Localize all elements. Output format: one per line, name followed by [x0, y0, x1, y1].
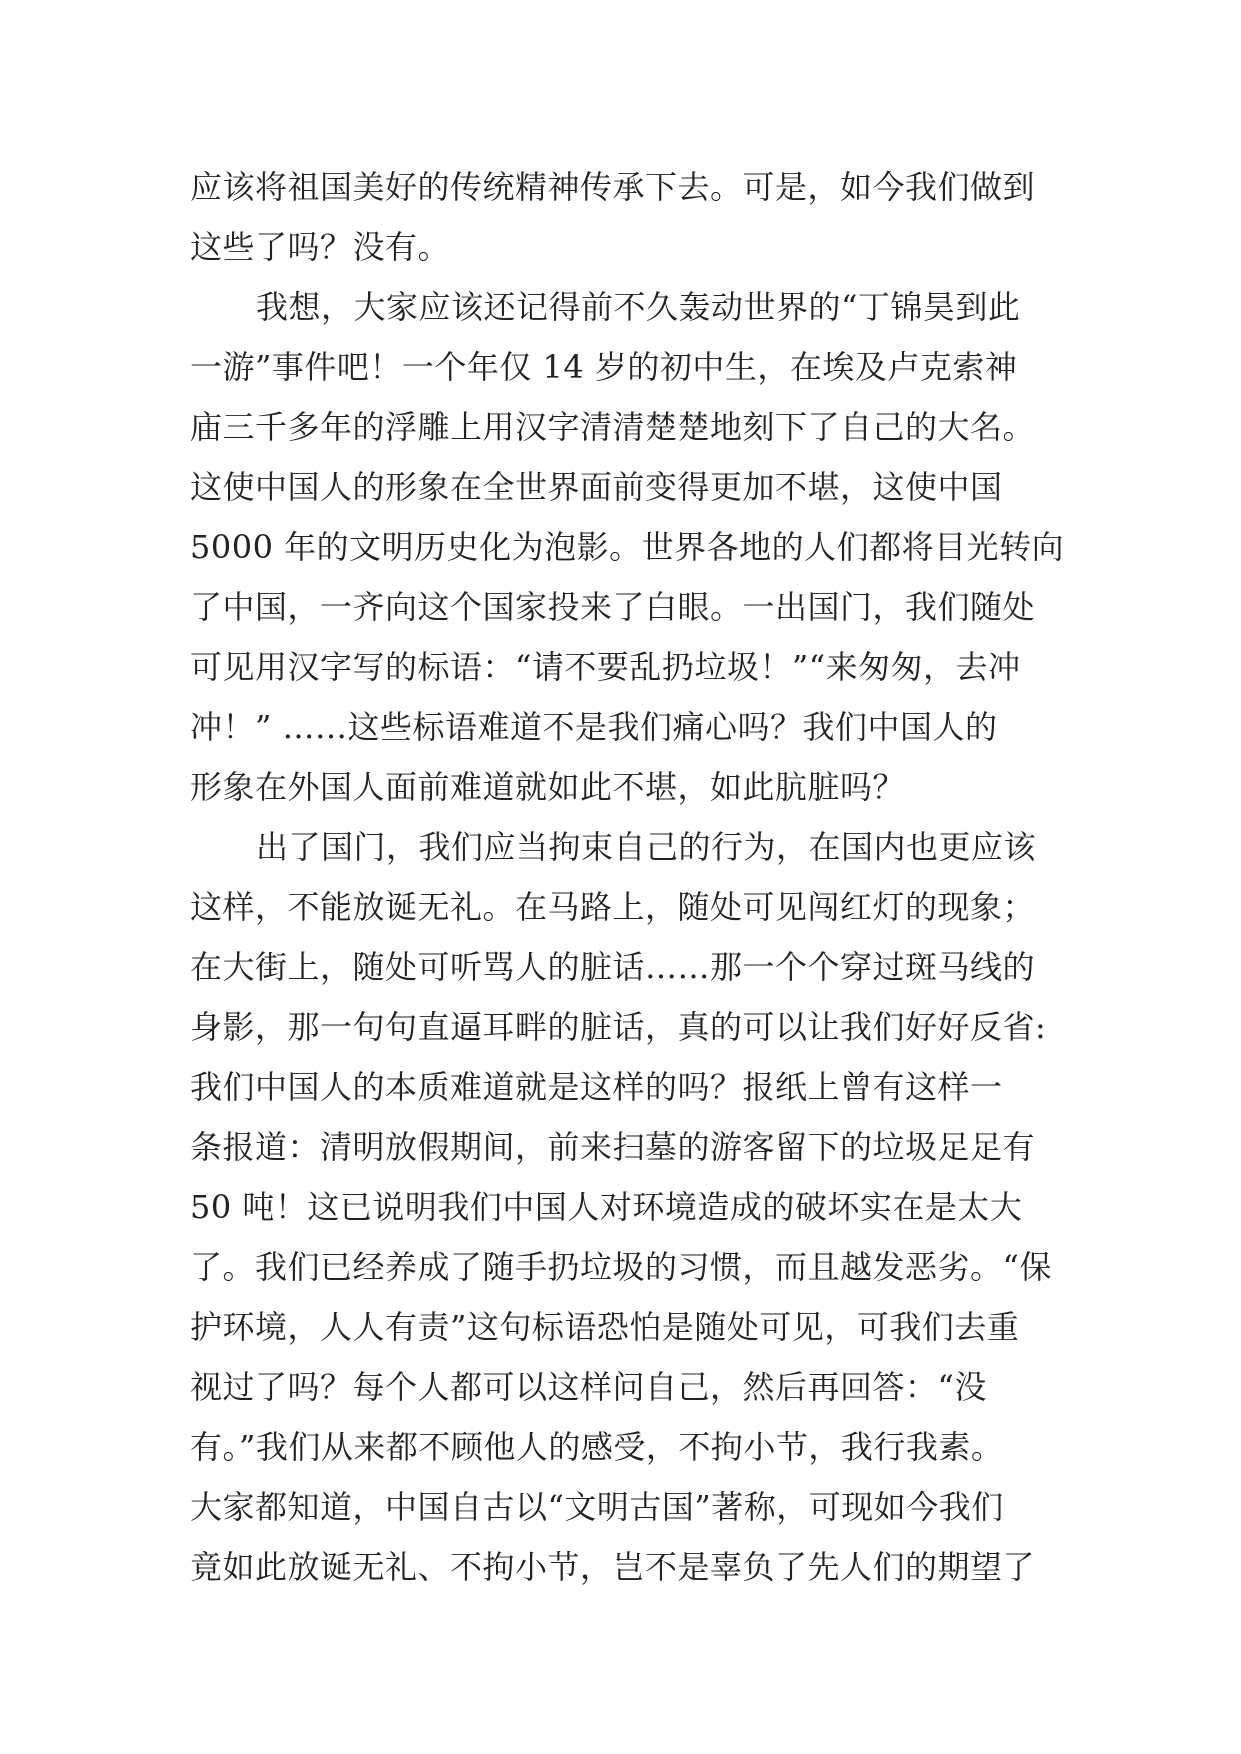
text-line: 我们中国人的本质难道就是这样的吗？报纸上曾有这样一 [190, 1068, 1003, 1106]
text-line: 了。我们已经养成了随手扔垃圾的习惯，而且越发恶劣。“保 [190, 1248, 1052, 1286]
text-line: 这些了吗？没有。 [190, 228, 451, 266]
text-line: 竟如此放诞无礼、不拘小节，岂不是辜负了先人们的期望了 [190, 1548, 1036, 1586]
text-line: 在大街上，随处可听骂人的脏话……那一个个穿过斑马线的 [190, 948, 1036, 986]
text-line: 了中国，一齐向这个国家投来了白眼。一出国门，我们随处 [190, 588, 1036, 626]
paragraph-start-line: 出了国门，我们应当拘束自己的行为，在国内也更应该 [256, 828, 1037, 866]
text-line: 50 吨！这已说明我们中国人对环境造成的破坏实在是太大 [190, 1188, 1023, 1226]
text-line: 身影，那一句句直逼耳畔的脏话，真的可以让我们好好反省: [190, 1008, 1047, 1046]
text-line: 冲！” ……这些标语难道不是我们痛心吗？我们中国人的 [190, 708, 998, 746]
text-line: 这样，不能放诞无礼。在马路上，随处可见闯红灯的现象； [190, 888, 1036, 926]
text-line: 条报道：清明放假期间，前来扫墓的游客留下的垃圾足足有 [190, 1128, 1036, 1166]
text-line: 这使中国人的形象在全世界面前变得更加不堪，这使中国 [190, 468, 1003, 506]
body-text [190, 157, 1070, 1597]
text-line: 可见用汉字写的标语：“请不要乱扔垃圾！”“来匆匆，去冲 [190, 648, 1021, 686]
text-line: 庙三千多年的浮雕上用汉字清清楚楚地刻下了自己的大名。 [190, 408, 1036, 446]
text-line: 应该将祖国美好的传统精神传承下去。可是，如今我们做到 [190, 168, 1036, 206]
text-line: 大家都知道，中国自古以“文明古国”著称，可现如今我们 [190, 1488, 1004, 1526]
paragraph-start-line: 我想，大家应该还记得前不久轰动世界的“丁锦昊到此 [256, 288, 1021, 326]
text-line: 有。”我们从来都不顾他人的感受，不拘小节，我行我素。 [190, 1428, 1004, 1466]
text-line: 视过了吗？每个人都可以这样问自己，然后再回答：“没 [190, 1368, 987, 1406]
text-line: 一游”事件吧！一个年仅 14 岁的初中生，在埃及卢克索神 [190, 348, 1018, 386]
text-line: 护环境，人人有责”这句标语恐怕是随处可见，可我们去重 [190, 1308, 1020, 1346]
text-line: 5000 年的文明历史化为泡影。世界各地的人们都将目光转向 [190, 528, 1065, 566]
text-line: 形象在外国人面前难道就如此不堪，如此肮脏吗？ [190, 768, 906, 806]
